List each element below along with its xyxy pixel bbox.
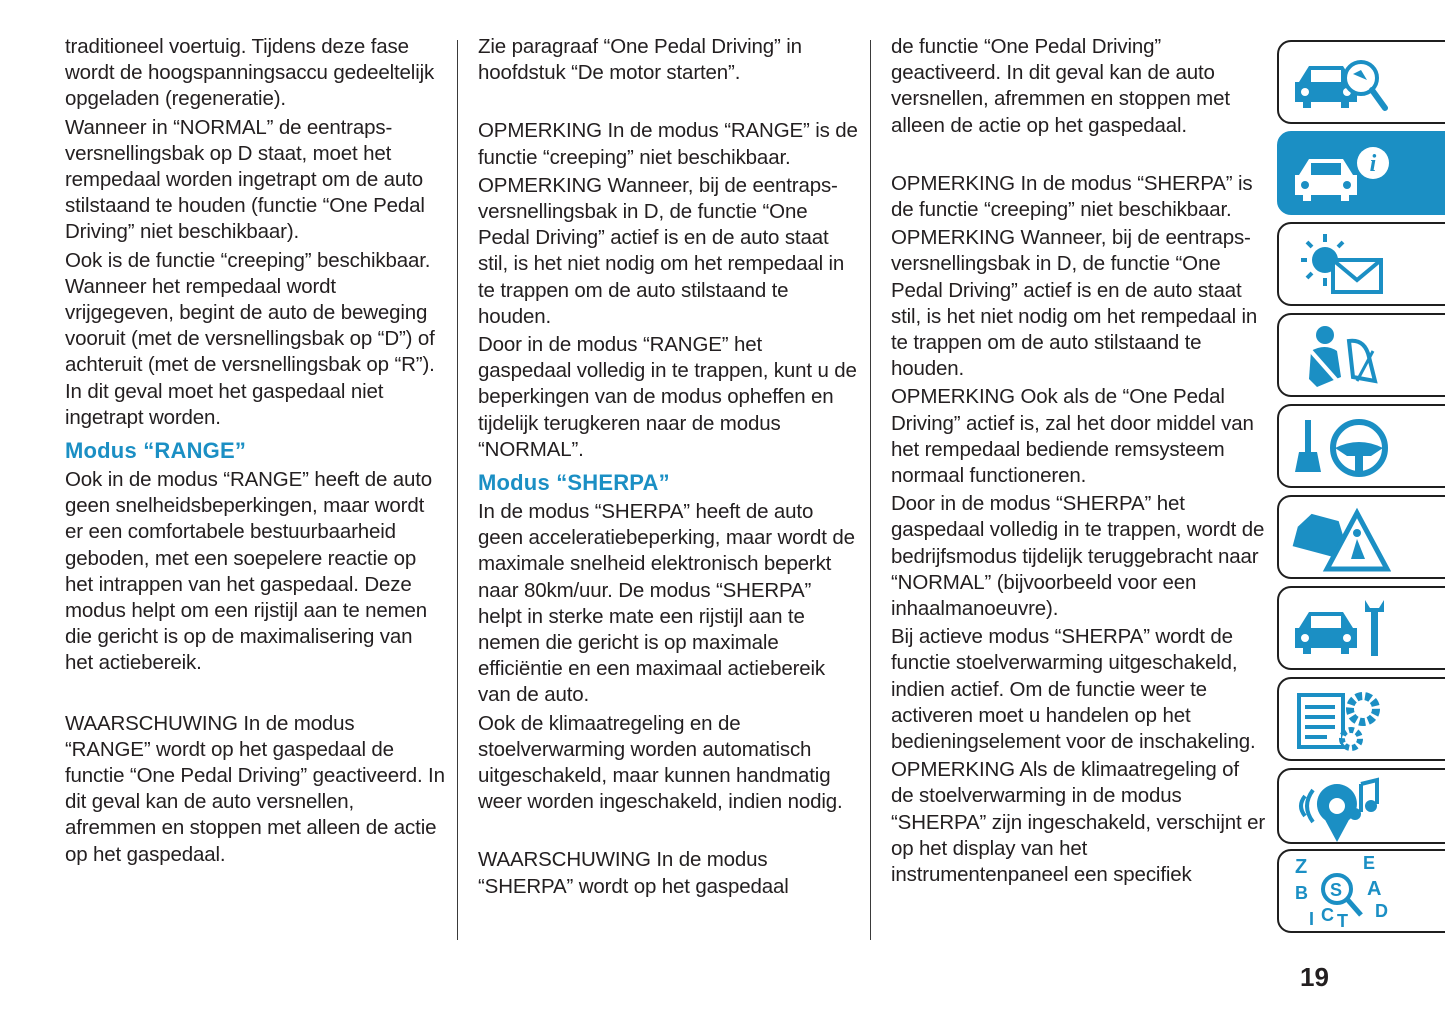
technical-data-icon xyxy=(1291,685,1391,757)
tab-multimedia[interactable] xyxy=(1277,768,1445,844)
paragraph: Ook in de modus “RANGE” heeft de auto geen snelheidsbeperkingen, maar wordt er een comfortabele bestuurbaarheid geboden, met een soepelere reactie op het intrappen van het gaspedaal. Deze modus helpt om een rijstijl aan te nemen die gericht is op de maximalisering van het actiebereik. xyxy=(65,468,433,675)
paragraph: Bij actieve modus “SHERPA” wordt de functie stoelverwarming uitgeschakeld, indien actief. Om de functie weer te activeren moet u handelen op het bedieningselement voor de inschakeling. xyxy=(891,625,1256,754)
car-search-icon xyxy=(1291,48,1391,120)
seatbelt-airbag-icon xyxy=(1291,321,1391,393)
multimedia-icon xyxy=(1291,776,1391,842)
note-paragraph: OPMERKING Ook als de “One Pedal Driving” actief is, zal het door middel van het rempedaal bediende remsysteem normaal functioneren. xyxy=(891,385,1254,488)
index-letter: S xyxy=(1330,880,1343,900)
warning-paragraph: WAARSCHUWING In de modus “SHERPA” wordt op het gaspedaal xyxy=(478,848,789,898)
note-paragraph: OPMERKING Wanneer, bij de eentraps-versnellingsbak in D, de functie “One Pedal Driving” actief is en de auto staat stil, is het niet nodig om het rempedaal in te trappen om de auto stilstaand te houden. xyxy=(478,173,845,328)
text-column-2 xyxy=(478,34,860,902)
paragraph: Zie paragraaf “One Pedal Driving” in hoofdstuk “De motor starten”. xyxy=(478,35,802,85)
svg-text:i: i xyxy=(1369,151,1377,177)
car-info-icon xyxy=(1291,139,1391,211)
index-letter: A xyxy=(1367,878,1382,900)
index-letter: E xyxy=(1363,853,1376,873)
note-paragraph: OPMERKING In de modus “SHERPA” is de functie “creeping” niet beschikbaar. xyxy=(891,171,1253,222)
section-heading-range: Modus “RANGE” xyxy=(65,438,247,464)
paragraph: Ook is de functie “creeping” beschikbaar. Wanneer het rempedaal wordt vrijgegeven, begint de auto de beweging vooruit (met de versnellingsbak op “D”) of achteruit (met de versnellingsbak op “R”). In dit geval moet het gaspedaal niet ingetrapt worden. xyxy=(65,248,435,429)
page-number: 19 xyxy=(1300,962,1329,992)
warning-paragraph: WAARSCHUWING In de modus “RANGE” wordt op het gaspedaal de functie “One Pedal Driving” geactiveerd. In dit geval kan de auto versnellen, afremmen en stoppen met alleen de actie op het gaspedaal. xyxy=(65,711,445,866)
index-letter: B xyxy=(1295,883,1308,903)
paragraph: traditioneel voertuig. Tijdens deze fase wordt de hoogspanningsaccu gedeeltelijk opgeladen (regeneratie). xyxy=(65,35,435,111)
column-divider xyxy=(457,40,458,940)
index-letter: C xyxy=(1321,905,1334,925)
section-heading-sherpa: Modus “SHERPA” xyxy=(478,470,670,496)
note-paragraph: OPMERKING Wanneer, bij de eentraps-versnellingsbak in D, de functie “One Pedal Driving” actief is en de auto staat stil, is het niet nodig om het rempedaal in te trappen om de auto stilstaand te houden. xyxy=(891,226,1258,381)
text-column-3 xyxy=(891,34,1266,890)
note-paragraph: OPMERKING Als de klimaatregeling of de stoelverwarming in de modus “SHERPA” zijn ingeschakeld, verschijnt er op het display van het instrumentenpaneel een specifiek xyxy=(891,758,1266,887)
index-letter: Z xyxy=(1295,856,1308,878)
tab-starting-driving[interactable] xyxy=(1277,404,1445,488)
index-letter: T xyxy=(1337,911,1348,929)
tab-emergency[interactable] xyxy=(1277,495,1445,579)
tab-safety[interactable] xyxy=(1277,313,1445,397)
index-letter: I xyxy=(1309,909,1315,929)
text-column-1 xyxy=(65,34,445,870)
alphabetical-index-icon xyxy=(1291,853,1391,929)
paragraph: Wanneer in “NORMAL” de eentraps-versnellingsbak op D staat, moet het rempedaal worden ingetrapt om de auto stilstaand te houden (functie “One Pedal Driving” niet beschikbaar). xyxy=(65,115,425,244)
tab-maintenance[interactable] xyxy=(1277,586,1445,670)
paragraph: Door in de modus “RANGE” het gaspedaal volledig in te trappen, kunt u de beperkingen van de modus opheffen en tijdelijk terugkeren naar de modus “NORMAL”. xyxy=(478,333,857,461)
car-maintenance-icon xyxy=(1291,594,1391,666)
column-divider xyxy=(870,40,871,940)
tab-technical-data[interactable] xyxy=(1277,677,1445,761)
index-letter: D xyxy=(1375,901,1388,921)
tab-car-search[interactable] xyxy=(1277,40,1445,124)
paragraph: Door in de modus “SHERPA” het gaspedaal volledig in te trappen, wordt de bedrijfsmodus tijdelijk teruggebracht naar “NORMAL” (bijvoorbeeld voor een inhaalmanoeuvre). xyxy=(891,492,1265,621)
tab-index[interactable] xyxy=(1277,849,1445,933)
paragraph: de functie “One Pedal Driving” geactiveerd. In dit geval kan de auto versnellen, afremmen en stoppen met alleen de actie op het gaspedaal. xyxy=(891,35,1230,137)
key-steering-wheel-icon xyxy=(1291,412,1391,484)
note-paragraph: OPMERKING In de modus “RANGE” is de functie “creeping” niet beschikbaar. xyxy=(478,119,858,169)
warning-light-message-icon xyxy=(1291,230,1391,302)
tab-warning-lights[interactable] xyxy=(1277,222,1445,306)
tab-car-info[interactable] xyxy=(1277,131,1445,215)
paragraph: Ook de klimaatregeling en de stoelverwarming worden automatisch uitgeschakeld, maar kunnen handmatig weer worden ingeschakeld, indien nodig. xyxy=(478,711,843,814)
paragraph: In de modus “SHERPA” heeft de auto geen acceleratiebeperking, maar wordt de maximale snelheid elektronisch beperkt naar 80km/uur. De modus “SHERPA” helpt in sterke mate een rijstijl aan te nemen die gericht is op maximale efficiëntie en een maximaal actiebereik van de auto. xyxy=(478,500,855,707)
car-emergency-icon xyxy=(1291,503,1391,575)
